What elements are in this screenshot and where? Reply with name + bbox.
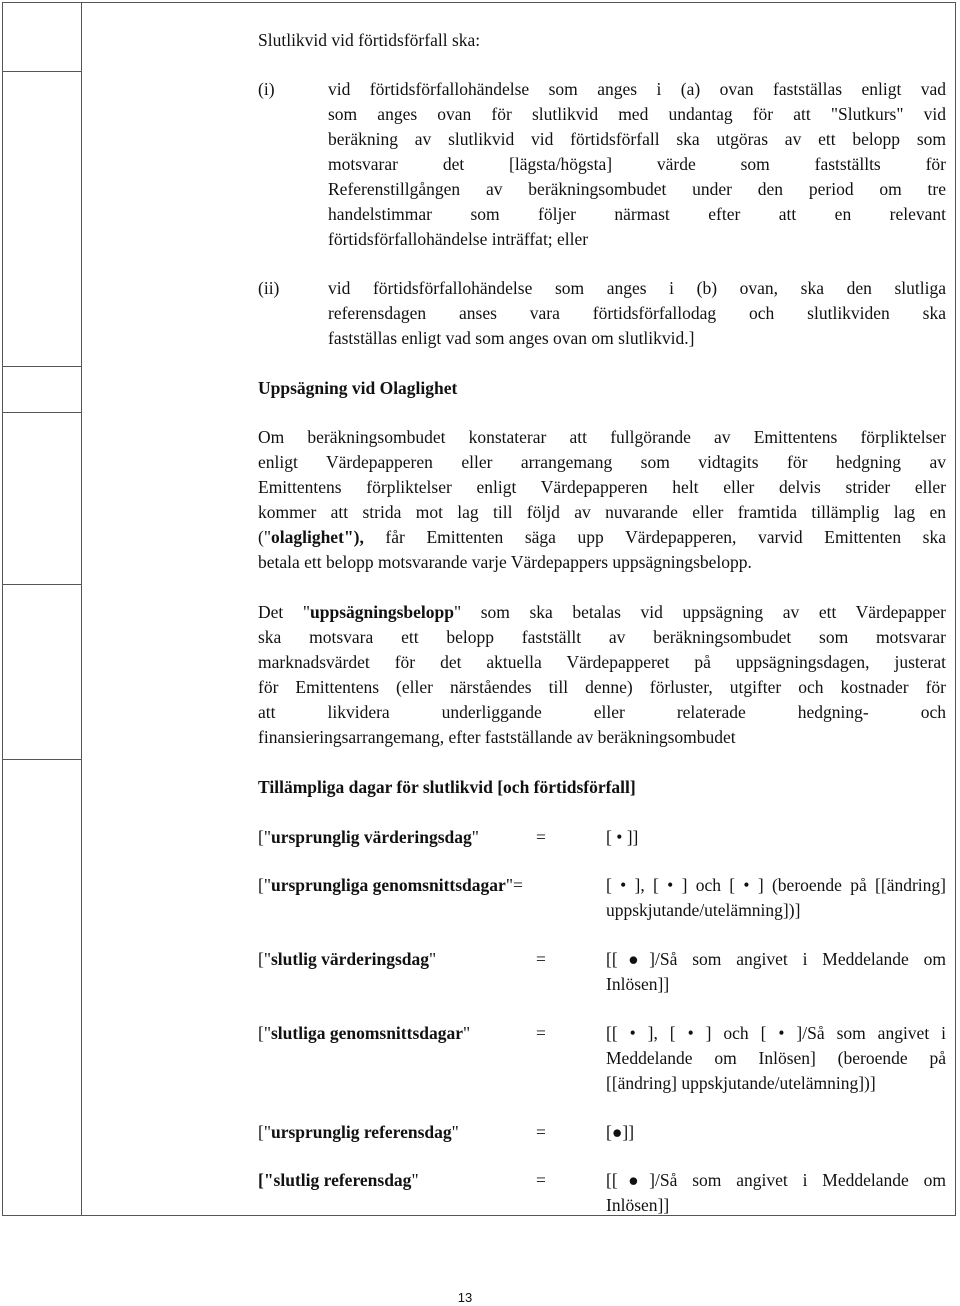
paragraph-line: för Emittentens (eller närståendes till denne) förluster, utgifter och kostnader för (258, 677, 946, 697)
defined-term: olaglighet (270, 527, 344, 547)
item-ii-line: fastställas enligt vad som anges ovan om slutlikvid.] (328, 328, 695, 348)
definition-term (258, 1120, 459, 1145)
value-line: Inlösen]] (606, 1195, 670, 1215)
row-divider (3, 759, 82, 760)
paragraph-line: ska motsvara ett belopp fastställt av beräkningsombudet som motsvarar (258, 627, 946, 647)
quote-open: [" (258, 1122, 271, 1142)
equals-sign: = (536, 827, 546, 847)
page-number: 13 (457, 1290, 473, 1305)
defined-term: uppsägningsbelopp (310, 602, 454, 622)
quote-close: "), (343, 527, 364, 547)
term-text: ursprunglig referensdag (270, 1122, 452, 1142)
value-line: [[●]/Så som angivet i Meddelande om (606, 949, 946, 969)
definition-value (606, 873, 946, 923)
equals-sign: = (536, 1122, 546, 1142)
olaglighet-paragraph (258, 425, 946, 575)
paragraph-line (258, 525, 946, 550)
value-line: uppskjutande/utelämning])] (606, 900, 801, 920)
item-i-line: vid förtidsförfallohändelse som anges i (a) ovan fastställas enligt vad (328, 79, 946, 99)
definition-term (258, 873, 523, 898)
quote-open: [" (258, 949, 271, 969)
quote-close: " (463, 1023, 471, 1043)
uppsagningsbelopp-paragraph (258, 600, 946, 750)
definition-value (606, 947, 946, 997)
definition-term (258, 947, 436, 972)
equals-sign: = (536, 1170, 546, 1190)
quote-open: [" (258, 1023, 271, 1043)
item-ii-text (328, 276, 946, 351)
paragraph-line: att likvidera underliggande eller relaterade hedgning- och (258, 702, 946, 722)
left-column (3, 3, 82, 1215)
definition-value (606, 1120, 946, 1145)
definition-value (606, 1168, 946, 1218)
quote-open: (" (258, 527, 271, 547)
quote-close: " (451, 1122, 459, 1142)
value-line: [●]] (606, 1122, 635, 1142)
row-divider (3, 366, 82, 367)
quote-open: [" (258, 875, 271, 895)
item-i-line: som anges ovan för slutlikvid med undantag för att "Slutkurs" vid (328, 104, 946, 124)
term-text: slutliga genomsnittsdagar (270, 1023, 464, 1043)
value-line: Meddelande om Inlösen] (beroende på (606, 1048, 946, 1068)
item-i-line: förtidsförfallohändelse inträffat; eller (328, 229, 589, 249)
quote-open: [" (258, 1170, 274, 1190)
term-text: ursprungliga genomsnittsdagar (270, 875, 506, 895)
definition-term (258, 1168, 419, 1193)
paragraph-line: enligt Värdepapperen eller arrangemang som vidtagits för hedgning av (258, 452, 946, 472)
paragraph-text: " som ska betalas vid uppsägning av ett Värdepapper (453, 602, 946, 622)
item-ii-label: (ii) (258, 278, 280, 298)
paragraph-line: betala ett belopp motsvarande varje Värdepappers uppsägningsbelopp. (258, 552, 752, 572)
term-text: slutlig referensdag (273, 1170, 412, 1190)
paragraph-line: Om beräkningsombudet konstaterar att fullgörande av Emittentens förpliktelser (258, 427, 946, 447)
uppsagning-heading: Uppsägning vid Olaglighet (258, 378, 458, 398)
paragraph-text: får Emittenten säga upp Värdepapperen, varvid Emittenten ska (363, 527, 946, 547)
quote-open: [" (258, 827, 271, 847)
slutlikvid-heading: Slutlikvid vid förtidsförfall ska: (258, 30, 481, 50)
equals-sign: = (536, 1023, 546, 1043)
quote-close: "= (505, 875, 523, 895)
value-line: [[ändring] uppskjutande/utelämning])] (606, 1073, 876, 1093)
item-i-line: beräkning av slutlikvid vid förtidsförfall ska utgöras av ett belopp som (328, 129, 946, 149)
item-i-label: (i) (258, 79, 275, 99)
paragraph-line: finansieringsarrangemang, efter fastställande av beräkningsombudet (258, 727, 736, 747)
paragraph-line: kommer att strida mot lag till följd av nuvarande eller framtida tillämplig lag en (258, 502, 946, 522)
quote-open: Det " (258, 602, 310, 622)
row-divider (3, 584, 82, 585)
item-ii-line: vid förtidsförfallohändelse som anges i (b) ovan, ska den slutliga (328, 278, 946, 298)
tillampliga-dagar-heading: Tillämpliga dagar för slutlikvid [och förtidsförfall] (258, 777, 636, 797)
paragraph-line: Emittentens förpliktelser enligt Värdepapperen helt eller delvis strider eller (258, 477, 946, 497)
row-divider (3, 412, 82, 413)
quote-close: " (429, 949, 437, 969)
item-i-line: motsvarar det [lägsta/högsta] värde som fastställts för (328, 154, 946, 174)
quote-close: " (411, 1170, 419, 1190)
value-line: Inlösen]] (606, 974, 670, 994)
definition-value: [ • ]] (606, 827, 639, 847)
definition-term (258, 825, 479, 850)
value-line: [ • ], [ • ] och [ • ] (beroende på [[ändring] (606, 875, 946, 895)
definition-term (258, 1021, 470, 1046)
value-line: [[●]/Så som angivet i Meddelande om (606, 1170, 946, 1190)
item-i-text (328, 77, 946, 252)
item-i-line: Referenstillgången av beräkningsombudet under den period om tre (328, 179, 946, 199)
paragraph-line: marknadsvärdet för det aktuella Värdepapperet på uppsägningsdagen, justerat (258, 652, 946, 672)
row-divider (3, 71, 82, 72)
item-i-line: handelstimmar som följer närmast efter att en relevant (328, 204, 946, 224)
term-text: ursprunglig värderingsdag (270, 827, 472, 847)
item-ii-line: referensdagen anses vara förtidsförfallodag och slutlikviden ska (328, 303, 946, 323)
paragraph-line (258, 600, 946, 625)
equals-sign: = (536, 949, 546, 969)
definition-value (606, 1021, 946, 1096)
value-line: [[ • ], [ • ] och [ • ]/Så som angivet i (606, 1023, 946, 1043)
term-text: slutlig värderingsdag (270, 949, 429, 969)
quote-close: " (471, 827, 479, 847)
